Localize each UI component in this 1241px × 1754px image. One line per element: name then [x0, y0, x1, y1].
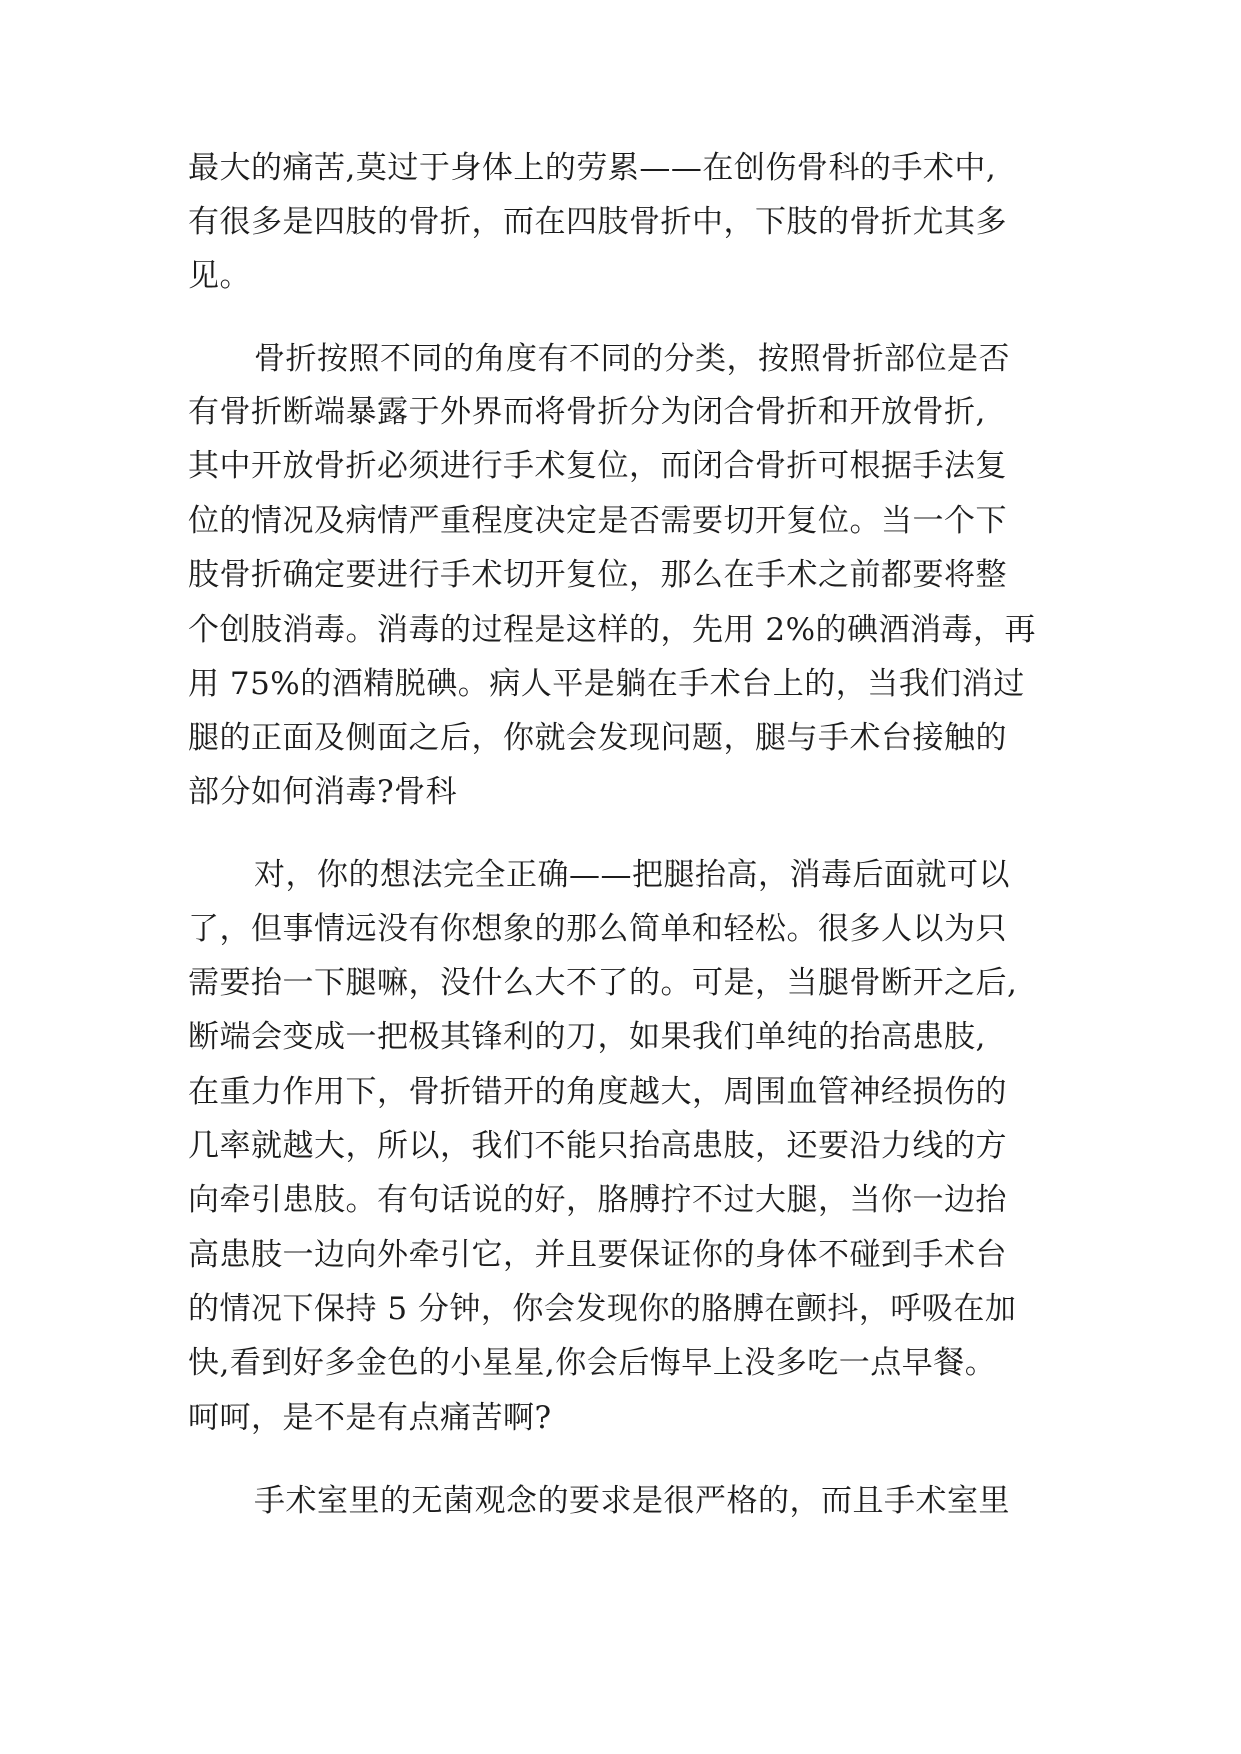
text-line: 用 75%的酒精脱碘。病人平是躺在手术台上的，当我们消过 [188, 666, 1025, 702]
text-line: 见。 [188, 258, 251, 294]
text-line: 对，你的想法完全正确——把腿抬高，消毒后面就可以 [254, 857, 1010, 893]
text-line: 有骨折断端暴露于外界而将骨折分为闭合骨折和开放骨折, [188, 394, 986, 430]
text-line: 部分如何消毒?骨科 [188, 774, 458, 810]
text-line: 最大的痛苦,莫过于身体上的劳累——在创伤骨科的手术中, [188, 150, 997, 186]
text-line: 断端会变成一把极其锋利的刀，如果我们单纯的抬高患肢, [188, 1019, 986, 1055]
text-line: 有很多是四肢的骨折，而在四肢骨折中，下肢的骨折尤其多 [188, 204, 1007, 240]
text-line: 的情况下保持 5 分钟，你会发现你的胳膊在颤抖，呼吸在加 [188, 1291, 1017, 1327]
text-line: 向牵引患肢。有句话说的好，胳膊拧不过大腿，当你一边抬 [188, 1182, 1007, 1218]
text-line: 了，但事情远没有你想象的那么简单和轻松。很多人以为只 [188, 911, 1007, 947]
text-line: 在重力作用下，骨折错开的角度越大，周围血管神经损伤的 [188, 1074, 1007, 1110]
text-line: 手术室里的无菌观念的要求是很严格的，而且手术室里 [254, 1483, 1010, 1519]
text-line: 个创肢消毒。消毒的过程是这样的，先用 2%的碘酒消毒，再 [188, 612, 1037, 648]
text-line: 呵呵，是不是有点痛苦啊? [188, 1400, 552, 1436]
text-line: 其中开放骨折必须进行手术复位，而闭合骨折可根据手法复 [188, 448, 1007, 484]
text-line: 腿的正面及侧面之后，你就会发现问题，腿与手术台接触的 [188, 720, 1007, 756]
text-line: 需要抬一下腿嘛，没什么大不了的。可是，当腿骨断开之后, [188, 965, 1018, 1001]
text-line: 骨折按照不同的角度有不同的分类，按照骨折部位是否 [254, 341, 1010, 377]
text-line: 高患肢一边向外牵引它，并且要保证你的身体不碰到手术台 [188, 1237, 1007, 1273]
text-line: 位的情况及病情严重程度决定是否需要切开复位。当一个下 [188, 503, 1007, 539]
text-line: 快,看到好多金色的小星星,你会后悔早上没多吃一点早餐。 [188, 1345, 997, 1381]
text-line: 肢骨折确定要进行手术切开复位，那么在手术之前都要将整 [188, 557, 1007, 593]
text-line: 几率就越大，所以，我们不能只抬高患肢，还要沿力线的方 [188, 1128, 1007, 1164]
